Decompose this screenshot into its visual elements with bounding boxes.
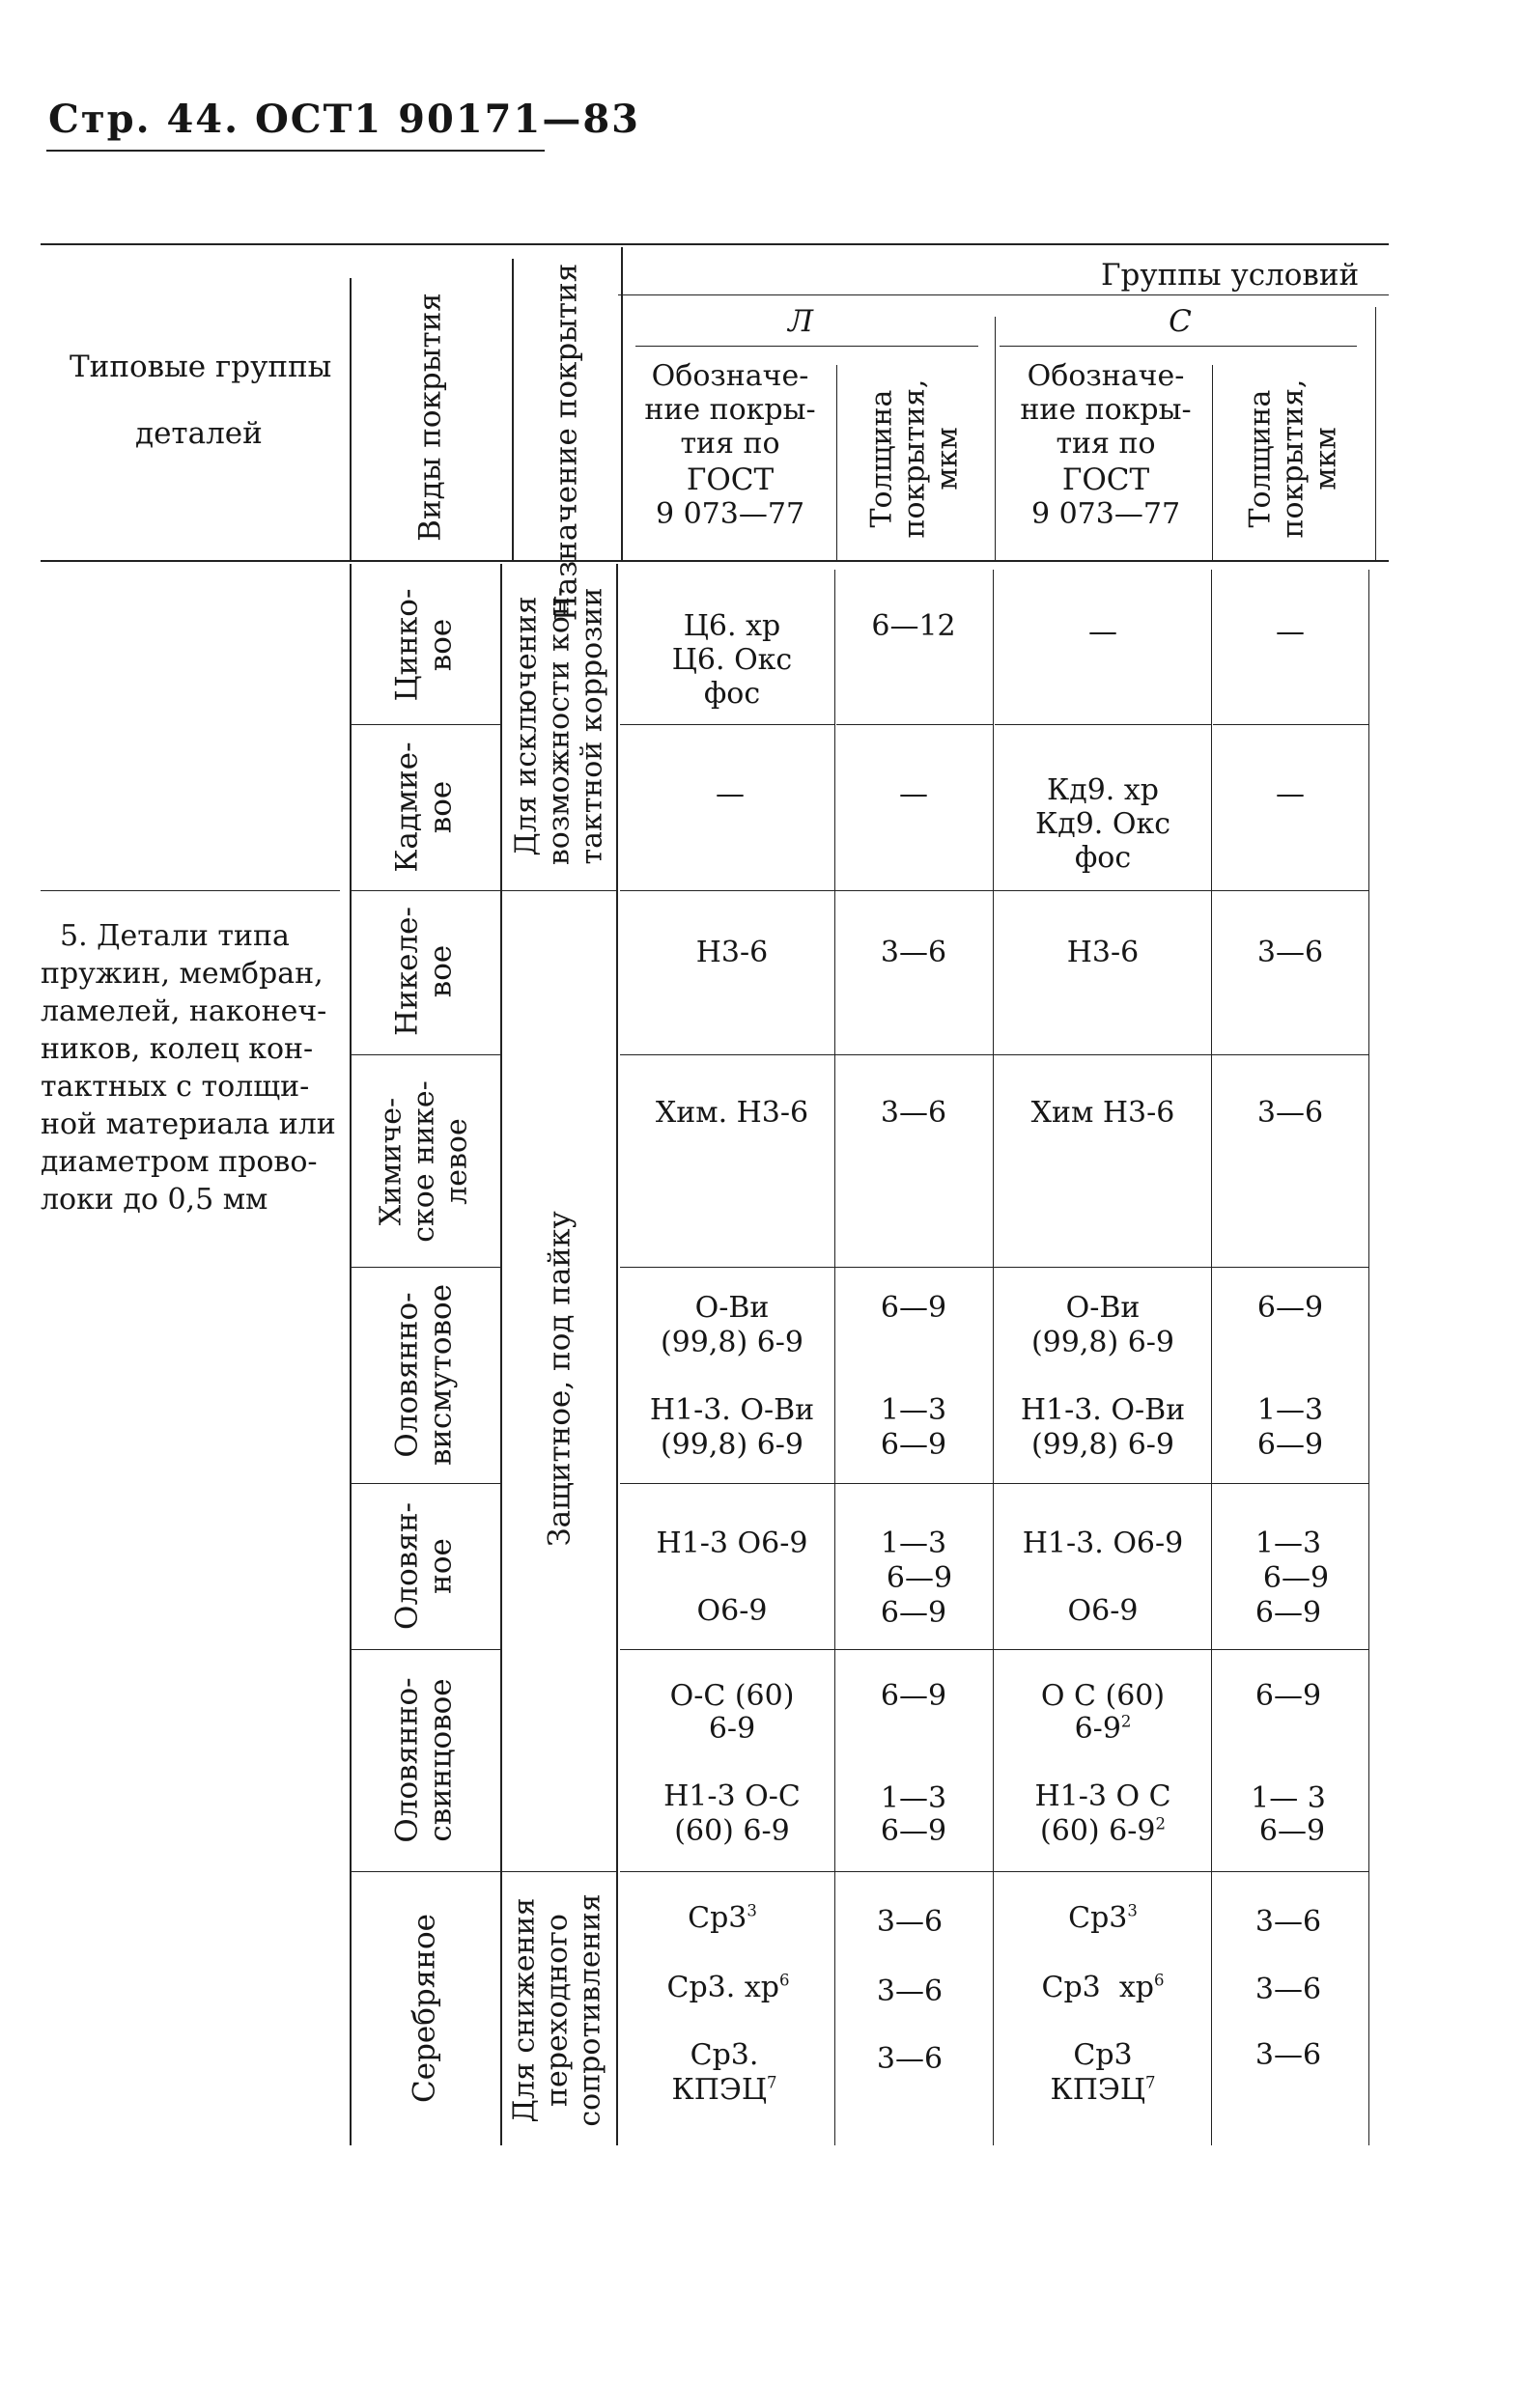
footnote-mark: 2: [1120, 1712, 1132, 1731]
part-group-line: локи до 0,5 мм: [41, 1183, 268, 1217]
coating-rule-4: [352, 1267, 500, 1268]
L-thickness: 3—6: [880, 936, 947, 969]
S-designation: фос: [1074, 841, 1132, 875]
L-designation: 6-9: [708, 1712, 756, 1746]
L-thickness: 1—3: [880, 1526, 947, 1560]
L-designation: О-С (60): [669, 1679, 795, 1713]
L-designation: Ц6. хр: [683, 609, 781, 643]
L-designation: О-Ви: [694, 1291, 770, 1325]
S-thickness: 3—6: [1254, 1973, 1322, 2006]
group-L-rule: [635, 346, 978, 347]
S-designation: (99,8) 6-9: [1030, 1326, 1175, 1359]
S-thickness: 3—6: [1256, 1096, 1324, 1130]
L-designation: [666, 1971, 790, 2004]
coating-line: Оловянно-: [389, 1677, 425, 1843]
L-designation-text: КПЭЦ: [671, 2073, 767, 2107]
header-underline: [46, 150, 545, 152]
L-rule-1: [620, 724, 834, 725]
L-thickness: 1—3: [880, 1393, 947, 1427]
header-part-groups: Типовые группы: [70, 350, 332, 384]
purpose-line: переходного: [540, 1914, 575, 2107]
S-designation-text: 6-9: [1074, 1712, 1121, 1746]
purpose-line: Для исключения: [509, 596, 544, 856]
L-designation: [688, 1901, 757, 1935]
L-designation: Ц6. Окс: [671, 643, 793, 677]
col-sep-S-header: [1212, 365, 1213, 560]
S-designation: Н3-6: [1066, 936, 1140, 969]
L-thickness: 3—6: [876, 2042, 944, 2076]
L-designation-text: Ср3. хр: [666, 1971, 779, 2004]
coating-rule-5: [352, 1483, 500, 1484]
coating-line: свинцовое: [424, 1678, 459, 1842]
L-designation: Хим. Н3-6: [655, 1096, 809, 1130]
L-designation-header-3: тия по: [680, 427, 780, 461]
footnote-mark: 7: [1145, 2073, 1156, 2092]
L-thickness-h2: покрытия,: [897, 378, 932, 539]
S-thickness: 1—3: [1254, 1526, 1322, 1560]
S-thickness: 1— 3: [1251, 1781, 1326, 1815]
L-designation: Н1-3. О-Ви: [649, 1393, 815, 1427]
L-thickness: 6—9: [880, 1814, 947, 1848]
coating-rule-1: [352, 724, 500, 725]
S-designation: Кд9. хр: [1047, 773, 1159, 807]
coating-line: Оловян-: [389, 1502, 425, 1630]
S-thickness: 6—9: [1262, 1561, 1330, 1595]
S-designation: [1068, 1901, 1138, 1935]
L-designation: (99,8) 6-9: [660, 1326, 804, 1359]
S-thickness: 6—9: [1256, 1428, 1324, 1462]
purpose-line: Для снижения: [507, 1897, 542, 2123]
S-designation-text: Ср3 хр: [1041, 1971, 1154, 2004]
S-designation: [1041, 1971, 1165, 2004]
S-thickness: 6—9: [1258, 1814, 1326, 1848]
S-designation: Кд9. Окс: [1035, 807, 1170, 841]
L-thickness: —: [899, 777, 928, 811]
L-thickness: 3—6: [880, 1096, 947, 1130]
L-designation: фос: [703, 677, 761, 711]
group-S-rule: [1000, 346, 1357, 347]
S-designation: [1074, 1712, 1132, 1746]
coating-line: ное: [424, 1538, 459, 1594]
L-thickness: 6—9: [880, 1679, 947, 1713]
S-designation-text: (60) 6-9: [1040, 1814, 1156, 1848]
col-sep-2-body: [500, 564, 502, 2145]
coating-line: вое: [424, 944, 459, 998]
L-designation: Ср3.: [690, 2038, 759, 2072]
coating-line: висмутовое: [424, 1283, 459, 1467]
L-designation: Н1-3 О-С: [663, 1779, 801, 1813]
S-designation: Хим Н3-6: [1030, 1096, 1175, 1130]
S-designation: О6-9: [1067, 1594, 1139, 1628]
coating-rule-7: [352, 1871, 500, 1872]
L-designation: О6-9: [696, 1594, 768, 1628]
S-thickness: —: [1276, 615, 1305, 649]
S-thickness: 6—9: [1256, 1291, 1324, 1325]
coating-line: Химиче-: [374, 1097, 409, 1226]
L-designation: —: [716, 777, 745, 811]
part-group-top-rule: [41, 890, 340, 891]
L-designation: (99,8) 6-9: [660, 1428, 804, 1462]
col-sep-3-body: [616, 564, 618, 2145]
S-designation-text: Ср3: [1068, 1901, 1128, 1935]
S-thickness: —: [1276, 777, 1305, 811]
L-designation: [671, 2073, 777, 2107]
S-designation: [1040, 1814, 1166, 1848]
S-designation-text: КПЭЦ: [1050, 2073, 1145, 2107]
col-sep-1-body: [350, 564, 352, 2145]
part-group-line: 5. Детали типа: [60, 919, 290, 953]
purpose-rule-2: [502, 1871, 616, 1872]
L-designation: Н1-3 О6-9: [656, 1526, 808, 1560]
data-rule-6: [620, 1649, 1368, 1650]
data-rule-5: [620, 1483, 1368, 1484]
data-rule-3: [620, 1054, 1368, 1055]
coating-rule-3: [352, 1054, 500, 1055]
col-sep-right-header: [1375, 307, 1376, 560]
col-sep-right-body: [1368, 570, 1369, 2145]
S-designation-header-5: 9 073—77: [1030, 497, 1181, 531]
col-sep-S-body: [1211, 570, 1212, 2145]
S-designation-header-2: ние покры-: [1020, 393, 1192, 427]
S-designation: —: [1088, 615, 1117, 649]
header-condition-groups: Группы условий: [1101, 258, 1360, 293]
L-thickness: 6—9: [886, 1561, 953, 1595]
coating-rule-2: [352, 890, 500, 891]
S-thickness: 3—6: [1254, 1905, 1322, 1939]
coating-line: Никеле-: [389, 907, 425, 1036]
S-designation: (99,8) 6-9: [1030, 1428, 1175, 1462]
coating-line: ское нике-: [407, 1080, 441, 1243]
coating-line: Цинко-: [389, 588, 425, 702]
S-rule-1b: [1213, 724, 1368, 725]
S-designation-header-4: ГОСТ: [1061, 462, 1150, 497]
L-thickness: 6—9: [880, 1428, 947, 1462]
part-group-line: ников, колец кон-: [41, 1032, 314, 1066]
L-thickness: 6—9: [880, 1291, 947, 1325]
L-designation-header-1: Обозначе-: [651, 359, 809, 393]
part-group-line: тактных с толщи-: [41, 1070, 310, 1104]
S-designation: О С (60): [1040, 1679, 1166, 1713]
coating-line: Оловянно-: [389, 1292, 425, 1458]
coating-line: Кадмие-: [389, 742, 425, 873]
header-part-groups-2: деталей: [135, 416, 263, 451]
table-top-rule: [41, 243, 1389, 245]
S-designation-header-3: тия по: [1056, 427, 1156, 461]
L-thickness: 6—12: [871, 609, 956, 643]
col-sep-L-header: [836, 365, 837, 560]
col-sep-2-header: [512, 259, 514, 560]
part-group-line: ламелей, наконеч-: [41, 994, 327, 1028]
S-thickness-h1: Толщина: [1243, 389, 1278, 528]
purpose-rule-1: [502, 890, 616, 891]
header-group-S: С: [1169, 304, 1192, 339]
L-thickness: 3—6: [876, 1905, 944, 1939]
footnote-mark: 6: [1153, 1971, 1165, 1990]
S-thickness: 6—9: [1254, 1679, 1322, 1713]
data-rule-7: [620, 1871, 1368, 1872]
S-designation: Н1-3. О-Ви: [1020, 1393, 1186, 1427]
S-thickness: 1—3: [1256, 1393, 1324, 1427]
S-thickness-h3: мкм: [1310, 427, 1344, 490]
L-thickness: 6—9: [880, 1596, 947, 1630]
col-sep-3-header: [621, 247, 623, 560]
col-sep-LS-header: [995, 317, 996, 560]
header-group-L: Л: [788, 304, 813, 339]
col-sep-LS-body: [993, 570, 994, 2145]
L-thickness-h1: Толщина: [864, 389, 899, 528]
coating-rule-6: [352, 1649, 500, 1650]
L-designation: (60) 6-9: [674, 1814, 790, 1848]
coating-line: вое: [424, 618, 459, 672]
L-designation-header-2: ние покры-: [644, 393, 816, 427]
purpose-line: сопротивления: [574, 1893, 608, 2127]
L-designation-text: Ср3: [688, 1901, 747, 1935]
L-designation-header-5: 9 073—77: [655, 497, 805, 531]
header-bottom-rule: [41, 560, 1389, 562]
purpose-line: тактной коррозии: [576, 587, 610, 865]
data-rule-4: [620, 1267, 1368, 1268]
S-designation-header-1: Обозначе-: [1027, 359, 1185, 393]
L-thickness: 1—3: [880, 1781, 947, 1815]
document-page: Стр. 44. ОСТ1 90171—83 Типовые группы деталей Виды покрытия Назначение покрытия Группы условий Л С Обозначе- ние покры- тия по ГОСТ 9 073—77 Толщина покрытия, мкм Обозначе- ние покры- тия по ГОСТ 9 073—77 Толщина покрытия, мкм 5. Детали типа пружин, мембран, ламелей, наконеч- ников, колец кон- тактных с толщи- ной материала или диаметром прово- локи до 0,5 мм Цинко- вое Кадмие- вое Никеле- вое Химиче- ское нике- левое Оловянно- висмутовое Оловян- ное Оловянно- свинцовое Серебряное Для исключения возможности кон- тактной коррозии Защитное, под пайку Для снижения переходного сопротивления Ц6. хр Ц6. Окс фос 6—12 — — — — Кд9. хр Кд9. Окс фос — Н3-6 3—6 Н3-6 3—6 Хим. Н3-6 3—6 Хим Н3-6 3—6 О-Ви (99,8) 6-9 Н1-3. О-Ви (99,8) 6-9 6—9 1—3 6—9 О-Ви (99,8) 6-9 Н1-3. О-Ви (99,8) 6-9 6—9 1—3 6—9 Н1-3 О6-9 О6-9 1—3 6—9 6—9 Н1-3. О6-9 О6-9 1—3 6—9 6—9 О-С (60) 6-9 Н1-3 О-С (60) 6-9 6—9 1—3 6—9 О С (60) $6-9^2$ Н1-3 О С (60) $6-9^2$ 6—9 1— 3 6—9 $Ср3^3$ Ср3. $хр^6$ Ср3. КПЭЦ$^7$ 3—6 3—6 3—6 $Ср3^3$ Ср3 $хр^6$ Ср3 КПЭЦ$^7$ 3—6 3—6 3—6: [0, 0, 1522, 2408]
S-designation: Н1-3 О С: [1034, 1779, 1171, 1813]
coating-line: левое: [440, 1118, 475, 1205]
footnote-mark: 7: [767, 2073, 777, 2092]
coating-line: вое: [424, 780, 459, 834]
L-designation-header-4: ГОСТ: [686, 462, 775, 497]
S-thickness-h2: покрытия,: [1276, 378, 1311, 539]
col-sep-1-header: [350, 278, 352, 560]
S-rule-1: [995, 724, 1211, 725]
L-thickness: 3—6: [876, 1974, 944, 2008]
purpose-line: возможности кон-: [542, 586, 577, 866]
part-group-line: пружин, мембран,: [41, 957, 324, 991]
col-sep-L-body: [834, 570, 835, 2145]
L-designation: Н3-6: [695, 936, 769, 969]
S-thickness: 6—9: [1254, 1596, 1322, 1630]
S-designation: О-Ви: [1065, 1291, 1141, 1325]
S-designation: Ср3: [1073, 2038, 1133, 2072]
data-rule-2: [620, 890, 1368, 891]
L-rule-1b: [836, 724, 993, 725]
footnote-mark: 2: [1155, 1814, 1166, 1834]
page-header: Стр. 44. ОСТ1 90171—83: [48, 97, 640, 142]
footnote-mark: 3: [1127, 1901, 1138, 1920]
part-group-line: ной материала или: [41, 1107, 336, 1141]
footnote-mark: 6: [778, 1971, 790, 1990]
L-thickness-h3: мкм: [931, 427, 966, 490]
S-designation: [1050, 2073, 1156, 2107]
S-thickness: 3—6: [1254, 2038, 1322, 2072]
condition-groups-rule: [618, 294, 1389, 295]
part-group-line: диаметром прово-: [41, 1145, 318, 1179]
footnote-mark: 3: [747, 1901, 757, 1920]
S-designation: Н1-3. О6-9: [1022, 1526, 1184, 1560]
S-thickness: 3—6: [1256, 936, 1324, 969]
